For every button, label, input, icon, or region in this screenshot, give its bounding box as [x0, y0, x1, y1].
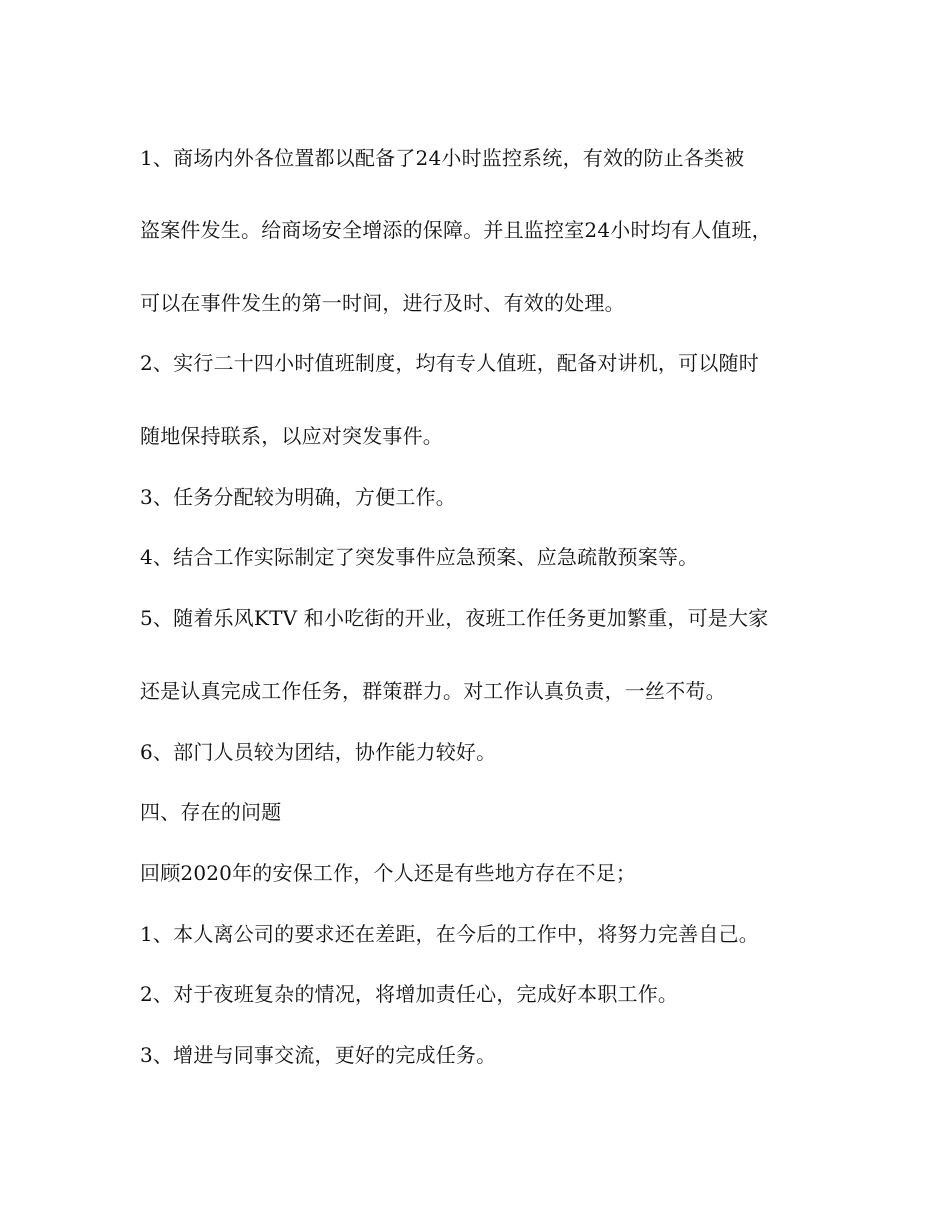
paragraph-line: 可以在事件发生的第一时间，进行及时、有效的处理。: [140, 291, 625, 315]
paragraph-line: 1、商场内外各位置都以配备了24小时监控系统，有效的防止各类被: [140, 146, 745, 170]
paragraph-line: 1、本人离公司的要求还在差距，在今后的工作中，将努力完善自己。: [140, 922, 759, 946]
paragraph-line: 盗案件发生。给商场安全增添的保障。并且监控室24小时均有人值班，: [140, 218, 772, 242]
paragraph-line: 5、随着乐风KTV 和小吃街的开业，夜班工作任务更加繁重，可是大家: [140, 606, 769, 630]
paragraph-line: 2、对于夜班复杂的情况，将增加责任心，完成好本职工作。: [140, 982, 679, 1006]
paragraph-line: 回顾2020年的安保工作，个人还是有些地方存在不足；: [140, 861, 637, 885]
paragraph-line: 4、结合工作实际制定了突发事件应急预案、应急疏散预案等。: [140, 545, 699, 569]
paragraph-line: 3、增进与同事交流，更好的完成任务。: [140, 1043, 497, 1067]
paragraph-line: 3、任务分配较为明确，方便工作。: [140, 485, 456, 509]
section-heading: 四、存在的问题: [140, 800, 282, 824]
paragraph-line: 6、部门人员较为团结，协作能力较好。: [140, 740, 497, 764]
paragraph-line: 2、实行二十四小时值班制度，均有专人值班，配备对讲机，可以随时: [140, 351, 759, 375]
paragraph-line: 随地保持联系，以应对突发事件。: [140, 424, 443, 448]
paragraph-line: 还是认真完成工作任务，群策群力。对工作认真负责，一丝不苟。: [140, 679, 726, 703]
